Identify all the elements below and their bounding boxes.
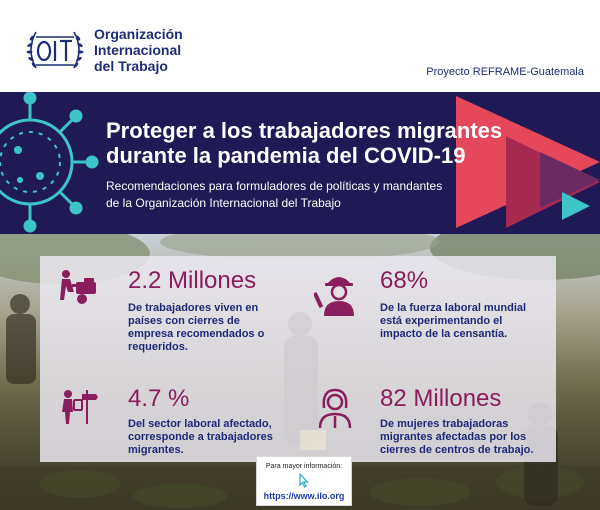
stat-desc-2 bbox=[380, 302, 560, 341]
stat-value-3: 4.7 % bbox=[128, 385, 190, 412]
stat-value-1: 2.2 Millones bbox=[128, 267, 257, 294]
stat-value-2: 68% bbox=[380, 267, 429, 294]
stat-2-desc-line-3: impacto de la censantía. bbox=[380, 328, 508, 340]
workers-photo bbox=[0, 234, 600, 510]
statistics-panel bbox=[40, 256, 556, 462]
stat-2-desc-line-2: está experimentando el bbox=[380, 315, 503, 327]
ilo-website-link[interactable]: https://www.ilo.org bbox=[263, 491, 345, 501]
stat-4-desc-line-3: cierres de centros de trabajo. bbox=[380, 444, 534, 456]
pointer-cursor-icon bbox=[295, 473, 311, 489]
org-name-line-1: Organización bbox=[94, 26, 183, 42]
woman-worker-icon bbox=[312, 384, 358, 430]
org-name-line-2: Internacional bbox=[94, 42, 182, 58]
migrant-signpost-icon bbox=[58, 386, 98, 426]
stat-value-4: 82 Millones bbox=[380, 385, 502, 412]
stat-3-desc-line-2: corresponde a trabajadores bbox=[128, 431, 273, 443]
stat-desc-4 bbox=[380, 418, 560, 457]
construction-worker-icon bbox=[314, 268, 364, 318]
title-banner bbox=[0, 92, 600, 234]
title-line-1: Proteger a los trabajadores migrantes bbox=[106, 118, 503, 143]
stat-4-desc-line-2: migrantes afectadas por los bbox=[380, 431, 527, 443]
stat-1-desc-line-1: De trabajadores viven en bbox=[128, 302, 259, 314]
more-info-label: Para mayor información: bbox=[265, 463, 343, 470]
stat-desc-3 bbox=[128, 418, 308, 457]
stat-3-desc-line-1: Del sector laboral afectado, bbox=[128, 418, 272, 430]
ilo-logo-icon bbox=[22, 24, 88, 76]
stat-1-desc-line-2: países con cierres de bbox=[128, 315, 240, 327]
banner-title bbox=[106, 118, 546, 168]
banner-subtitle bbox=[106, 178, 506, 212]
subtitle-line-2: de la Organización Internacional del Trabajo bbox=[106, 196, 341, 210]
stat-1-desc-line-4: requeridos. bbox=[128, 341, 188, 353]
more-info-box bbox=[256, 456, 352, 506]
header bbox=[0, 0, 600, 92]
organization-name bbox=[94, 26, 183, 74]
title-line-2: durante la pandemia del COVID-19 bbox=[106, 143, 466, 168]
stat-3-desc-line-3: migrantes. bbox=[128, 444, 184, 456]
stat-4-desc-line-1: De mujeres trabajadoras bbox=[380, 418, 509, 430]
stat-desc-1 bbox=[128, 302, 298, 354]
org-name-line-3: del Trabajo bbox=[94, 58, 168, 74]
subtitle-line-1: Recomendaciones para formuladores de políticas y mandantes bbox=[106, 179, 443, 193]
project-name: Proyecto REFRAME-Guatemala bbox=[426, 66, 584, 78]
virus-icon bbox=[0, 93, 97, 231]
stat-1-desc-line-3: empresa recomendados o bbox=[128, 328, 265, 340]
worker-wheelbarrow-icon bbox=[54, 268, 102, 306]
stat-2-desc-line-1: De la fuerza laboral mundial bbox=[380, 302, 527, 314]
